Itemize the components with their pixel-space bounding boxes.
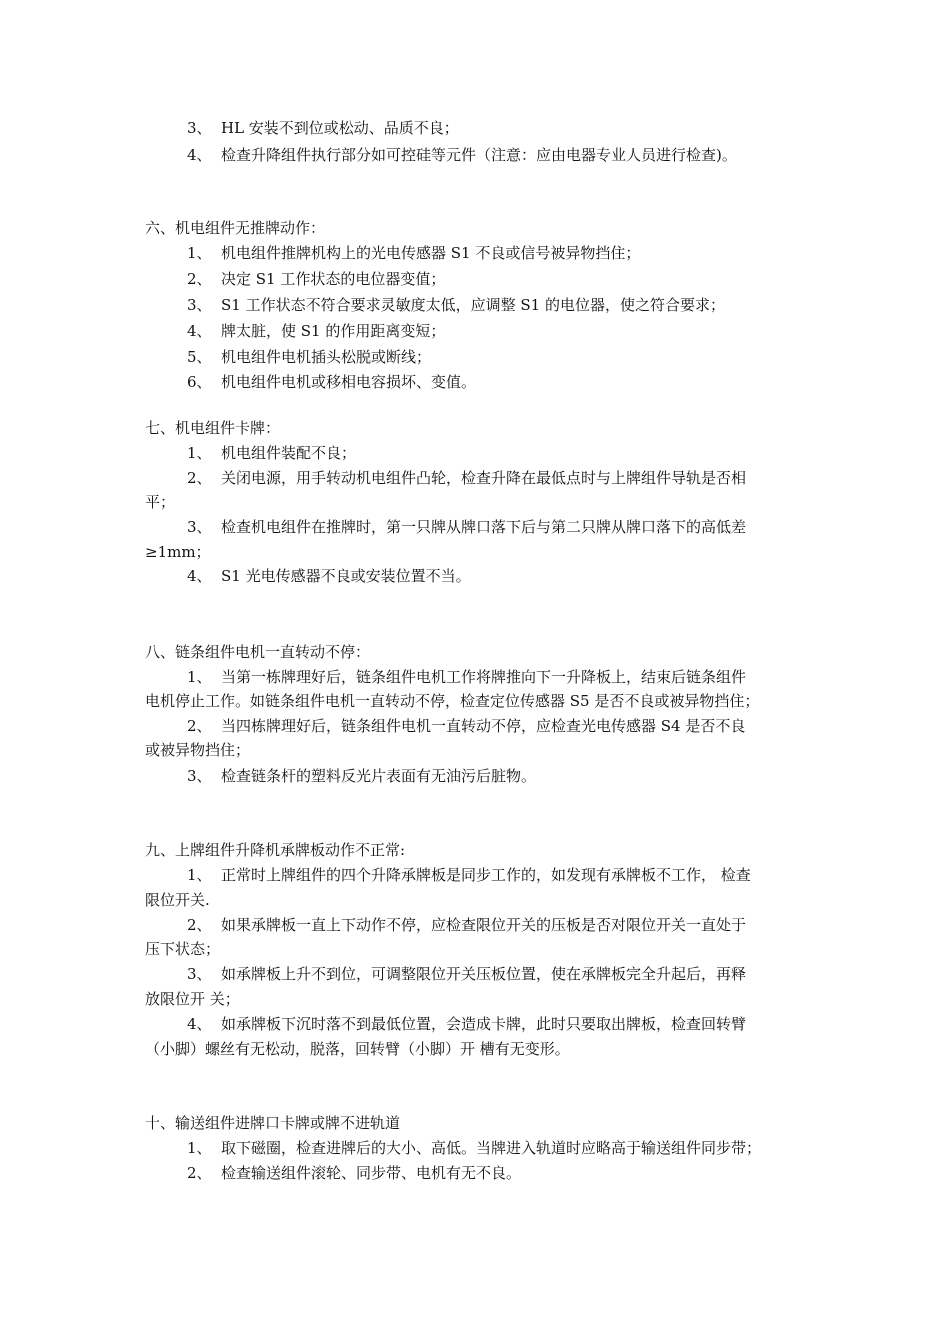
list-item	[187, 1163, 521, 1183]
item-number: 4、	[187, 1015, 212, 1033]
section-heading: 十、输送组件进牌口卡牌或牌不进轨道	[145, 1114, 401, 1132]
section-heading: 六、机电组件无推牌动作：	[145, 219, 326, 237]
list-item	[187, 347, 431, 367]
item-number: 2、	[187, 469, 212, 487]
item-continuation: 压下状态；	[145, 940, 221, 958]
section-heading: 八、链条组件电机一直转动不停：	[145, 643, 371, 661]
list-item	[187, 865, 751, 885]
item-number: 3、	[187, 965, 212, 983]
item-number: 1、	[187, 1139, 212, 1157]
item-number: 5、	[187, 348, 212, 366]
item-number: 2、	[187, 916, 212, 934]
item-text: 正常时上牌组件的四个升降承牌板是同步工作的，如发现有承牌板不工作， 检查	[221, 866, 751, 884]
item-number: 4、	[187, 567, 212, 585]
section-heading: 九、上牌组件升降机承牌板动作不正常:	[145, 841, 406, 859]
list-item	[187, 667, 746, 687]
list-item	[187, 517, 746, 537]
item-text: 机电组件电机或移相电容损坏、变值。	[221, 373, 477, 391]
item-number: 1、	[187, 866, 212, 884]
item-text: 机电组件电机插头松脱或断线；	[221, 348, 432, 366]
item-number: 6、	[187, 373, 212, 391]
list-item	[187, 269, 445, 289]
list-item	[187, 964, 746, 984]
item-text: 取下磁圈，检查进牌后的大小、高低。当牌进入轨道时应略高于输送组件同步带；	[221, 1139, 762, 1157]
item-number: 2、	[187, 1164, 212, 1182]
list-item	[187, 118, 459, 138]
list-item	[187, 372, 476, 392]
item-number: 3、	[187, 296, 212, 314]
item-number: 4、	[187, 146, 212, 164]
list-item	[187, 1138, 761, 1158]
item-text: 当四栋牌理好后，链条组件电机一直转动不停，应检查光电传感器 S4 是否不良	[221, 717, 746, 735]
item-number: 3、	[187, 767, 212, 785]
item-continuation: 放限位开 关；	[145, 990, 240, 1008]
item-number: 1、	[187, 444, 212, 462]
item-number: 4、	[187, 322, 212, 340]
item-continuation: 平；	[145, 493, 176, 511]
item-text: 检查输送组件滚轮、同步带、电机有无不良。	[221, 1164, 522, 1182]
item-number: 3、	[187, 518, 212, 536]
item-text: S1 工作状态不符合要求灵敏度太低，应调整 S1 的电位器，使之符合要求；	[221, 296, 725, 314]
section-heading: 七、机电组件卡牌：	[145, 419, 281, 437]
item-continuation: 或被异物挡住；	[145, 741, 251, 759]
item-text: 检查升降组件执行部分如可控硅等元件（注意：应由电器专业人员进行检查)。	[221, 146, 737, 164]
item-text: 如承牌板上升不到位，可调整限位开关压板位置，使在承牌板完全升起后，再释	[221, 965, 747, 983]
item-text: 关闭电源，用手转动机电组件凸轮，检查升降在最低点时与上牌组件导轨是否相	[221, 469, 747, 487]
item-text: 检查机电组件在推牌时，第一只牌从牌口落下后与第二只牌从牌口落下的高低差	[221, 518, 747, 536]
list-item	[187, 321, 445, 341]
item-text: 检查链条杆的塑料反光片表面有无油污后脏物。	[221, 767, 537, 785]
list-item	[187, 566, 471, 586]
list-item	[187, 468, 746, 488]
item-text: 牌太脏，使 S1 的作用距离变短；	[221, 322, 446, 340]
item-continuation: （小脚）螺丝有无松动，脱落，回转臂（小脚）开 槽有无变形。	[145, 1040, 570, 1058]
list-item	[187, 915, 746, 935]
list-item	[187, 243, 640, 263]
item-number: 2、	[187, 270, 212, 288]
item-text: HL 安装不到位或松动、品质不良；	[221, 119, 459, 137]
item-number: 1、	[187, 244, 212, 262]
item-number: 1、	[187, 668, 212, 686]
item-continuation: ≥1mm；	[145, 543, 211, 561]
item-text: 机电组件推牌机构上的光电传感器 S1 不良或信号被异物挡住；	[221, 244, 641, 262]
item-text: S1 光电传感器不良或安装位置不当。	[221, 567, 471, 585]
item-text: 决定 S1 工作状态的电位器变值；	[221, 270, 446, 288]
list-item	[187, 1014, 746, 1034]
item-text: 机电组件装配不良；	[221, 444, 357, 462]
item-continuation: 电机停止工作。如链条组件电机一直转动不停，检查定位传感器 S5 是否不良或被异物挡住；	[145, 692, 760, 710]
item-continuation: 限位开关.	[145, 891, 210, 909]
list-item	[187, 295, 725, 315]
item-text: 如承牌板下沉时落不到最低位置，会造成卡牌，此时只要取出牌板，检查回转臂	[221, 1015, 747, 1033]
item-number: 3、	[187, 119, 212, 137]
item-text: 当第一栋牌理好后，链条组件电机工作将牌推向下一升降板上，结束后链条组件	[221, 668, 747, 686]
item-text: 如果承牌板一直上下动作不停，应检查限位开关的压板是否对限位开关一直处于	[221, 916, 747, 934]
item-number: 2、	[187, 717, 212, 735]
list-item	[187, 766, 536, 786]
list-item	[187, 716, 745, 736]
list-item	[187, 443, 356, 463]
list-item	[187, 145, 737, 165]
